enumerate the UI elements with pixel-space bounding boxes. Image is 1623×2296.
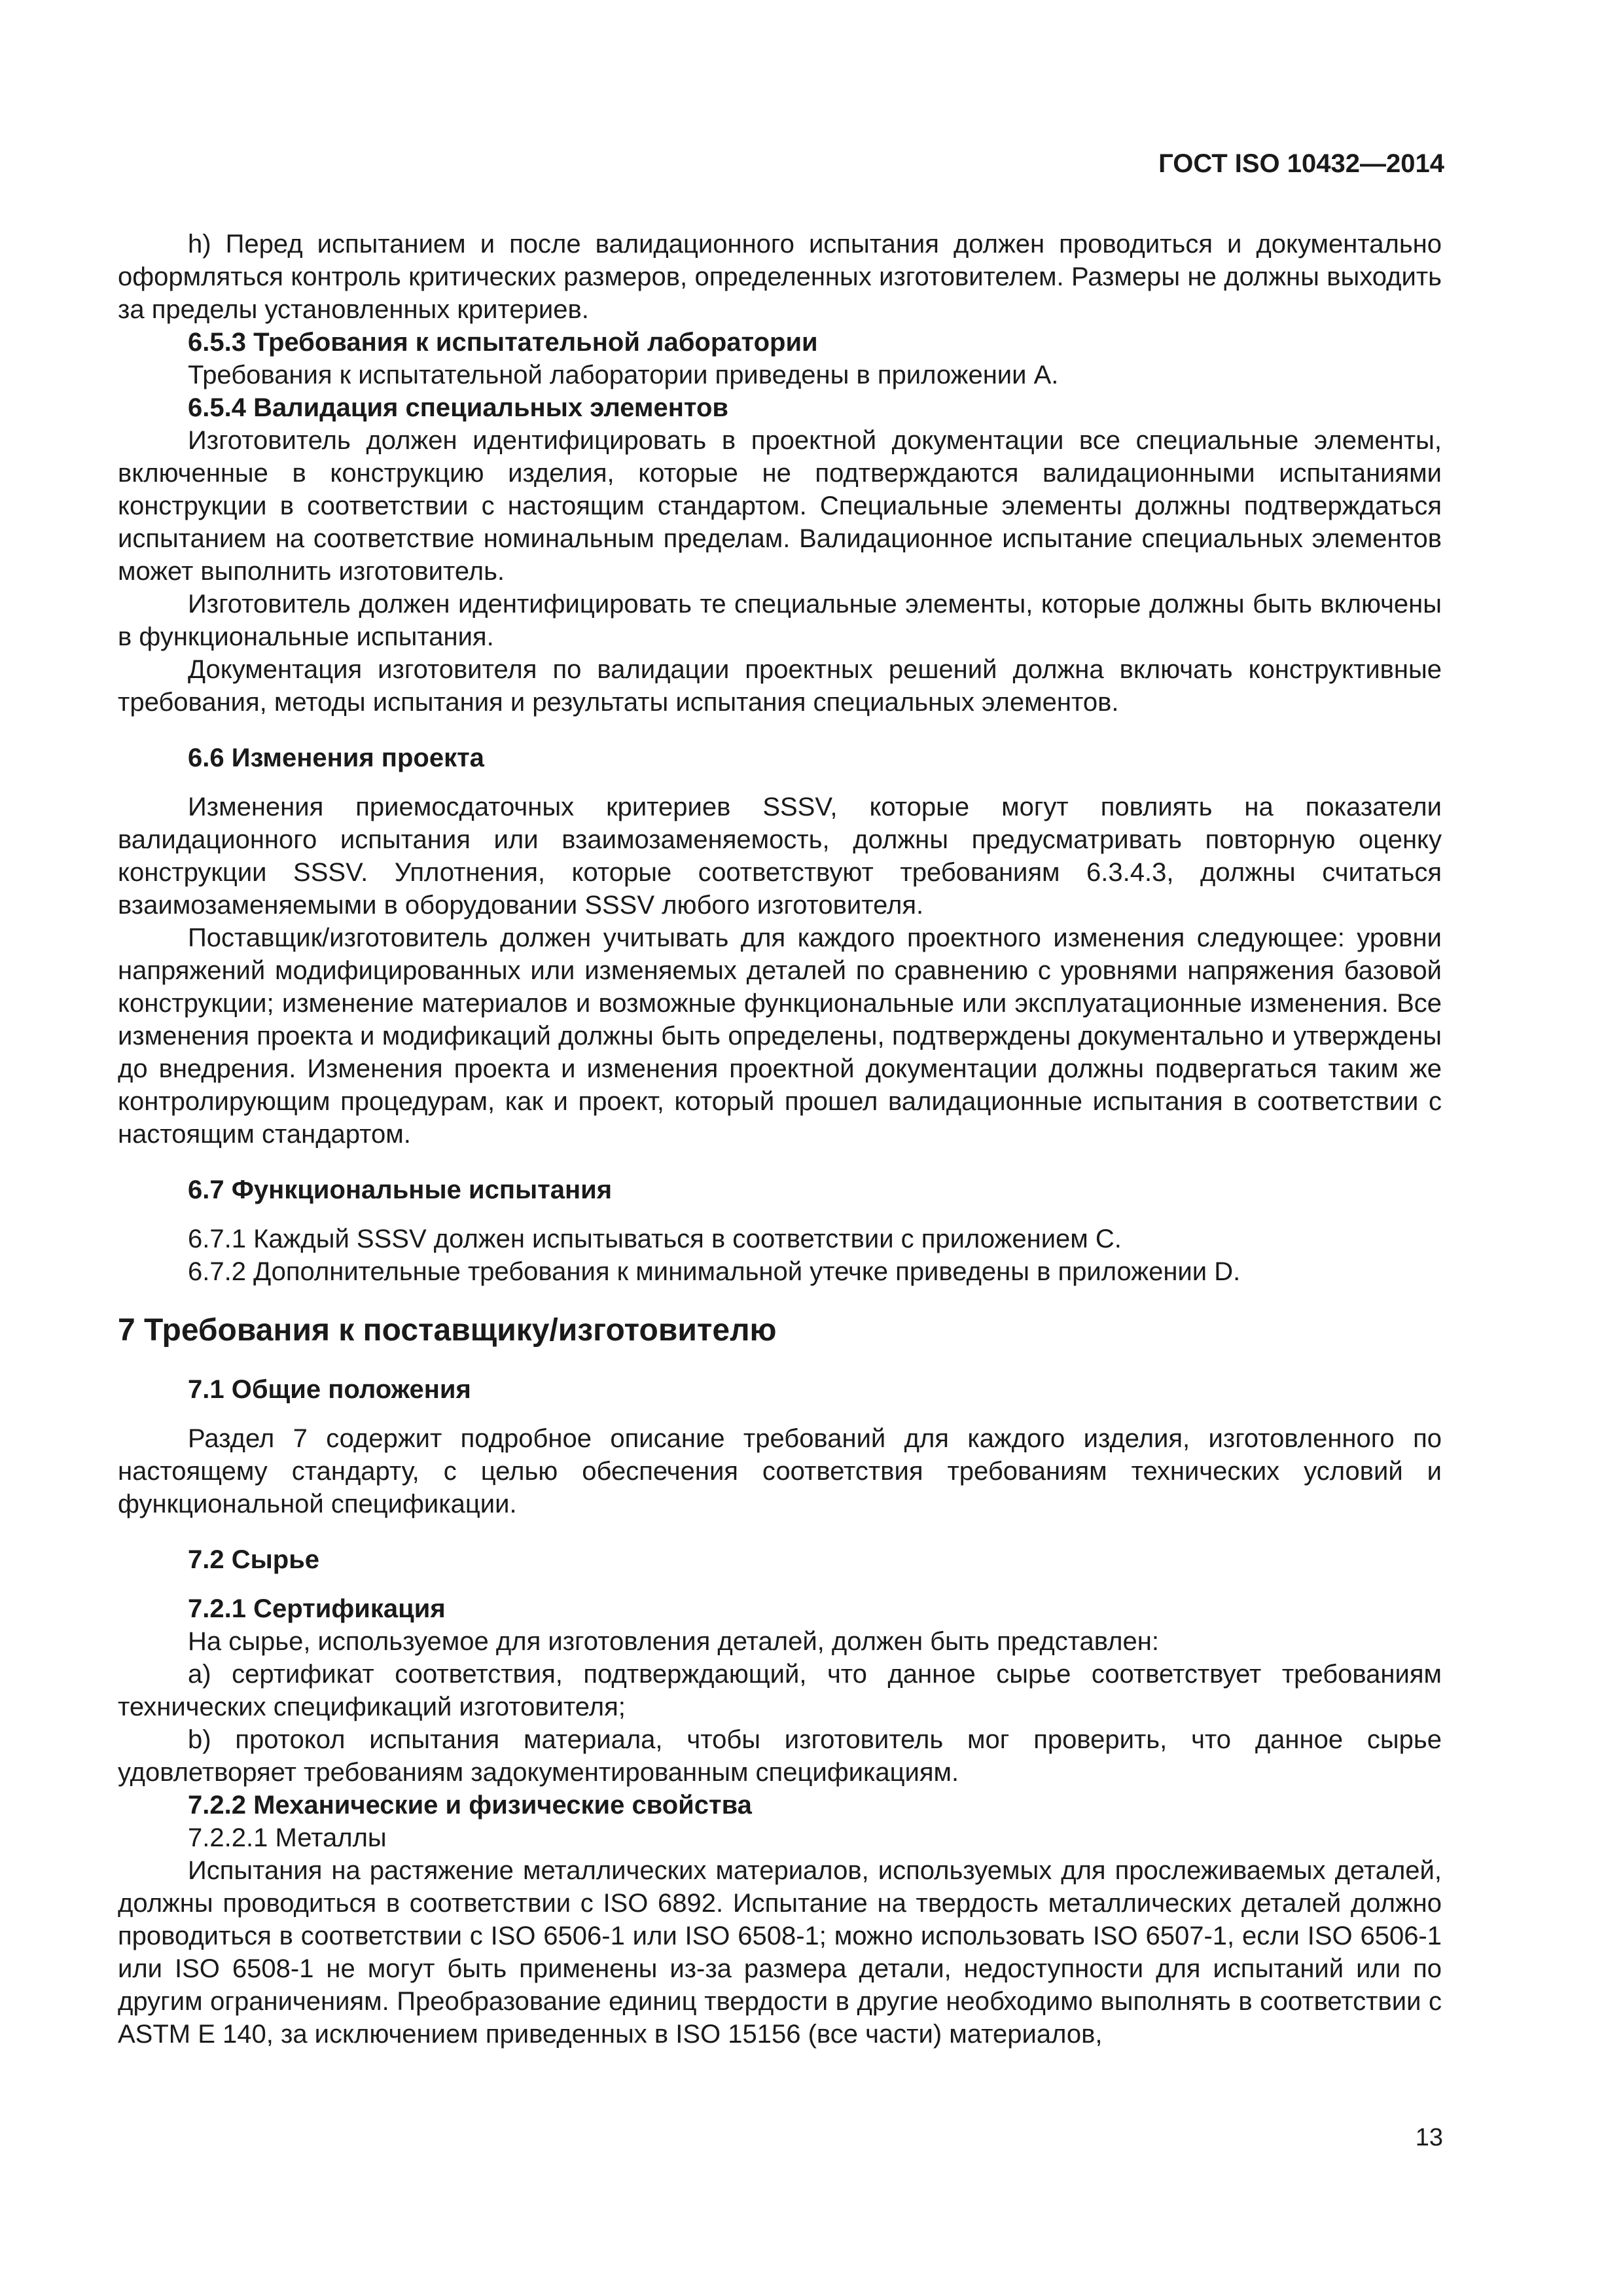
clause-heading: 7.2.2 Механические и физические свойства [188, 1791, 752, 1820]
paragraph: Документация изготовителя по валидации проектных решений должна включать конструктивные требования, методы испытания и результаты испытания специальных элементов. [118, 655, 1442, 717]
document-code: ГОСТ ISO 10432—2014 [1158, 149, 1444, 178]
paragraph: Раздел 7 содержит подробное описание требований для каждого изделия, изготовленного по настоящему стандарту, с целью обеспечения соответствия требованиям технических условий и функциональной спецификации. [118, 1424, 1442, 1518]
subsection-heading: 7.1 Общие положения [188, 1375, 471, 1404]
paragraph: h) Перед испытанием и после валидационного испытания должен проводиться и документально оформляться контроль критических размеров, определенных изготовителем. Размеры не должны выходить за пределы установленных критериев. [118, 230, 1442, 324]
paragraph: Изготовитель должен идентифицировать те специальные элементы, которые должны быть включены в функциональные испытания. [118, 590, 1442, 651]
clause-heading: 6.5.4 Валидация специальных элементов [188, 393, 729, 422]
paragraph: а) сертификат соответствия, подтверждающий, что данное сырье соответствует требованиям технических спецификаций изготовителя; [118, 1660, 1442, 1721]
paragraph: 7.2.2.1 Металлы [188, 1823, 387, 1852]
paragraph: b) протокол испытания материала, чтобы изготовитель мог проверить, что данное сырье удовлетворяет требованиям задокументированным спецификациям. [118, 1725, 1442, 1787]
paragraph: Изменения приемосдаточных критериев SSSV, которые могут повлиять на показатели валидационного испытания или взаимозаменяемость, должны предусматривать повторную оценку конструкции SSSV. Уплотнения, которые соответствуют требованиям 6.3.4.3, должны считаться взаимозаменяемыми в оборудовании SSSV любого изготовителя. [118, 793, 1442, 920]
section-heading: 7 Требования к поставщику/изготовителю [118, 1313, 777, 1348]
paragraph: Поставщик/изготовитель должен учитывать для каждого проектного изменения следующее: уровни напряжений модифицированных или изменяемых деталей по сравнению с уровнями напряжения базовой конструкции; изменение материалов и возможные функциональные или эксплуатационные изменения. Все изменения проекта и модификаций должны быть определены, подтверждены документально и утверждены до внедрения. Изменения проекта и изменения проектной документации должны подвергаться таким же контролирующим процедурам, как и проект, который прошел валидационные испытания в соответствии с настоящим стандартом. [118, 924, 1442, 1149]
subsection-heading: 6.7 Функциональные испытания [188, 1175, 613, 1204]
clause-heading: 7.2.1 Сертификация [188, 1594, 446, 1623]
paragraph: Требования к испытательной лаборатории приведены в приложении А. [188, 361, 1059, 389]
paragraph: 6.7.1 Каждый SSSV должен испытываться в соответствии с приложением С. [188, 1225, 1122, 1253]
subsection-heading: 6.6 Изменения проекта [188, 744, 484, 772]
subsection-heading: 7.2 Сырье [188, 1545, 320, 1574]
paragraph: Испытания на растяжение металлических материалов, используемых для прослеживаемых деталей, должны проводиться в соответствии с ISO 6892. Испытание на твердость металлических деталей должно проводиться в соответствии с ISO 6506-1 или ISO 6508-1; можно использовать ISO 6507-1, если ISO 6506-1 или ISO 6508-1 не могут быть применены из-за размера детали, недоступности для испытаний или по другим ограничениям. Преобразование единиц твердости в другие необходимо выполнять в соответствии с ASTM E 140, за исключением приведенных в ISO 15156 (все части) материалов, [118, 1856, 1442, 2049]
page-number: 13 [1415, 2124, 1443, 2151]
paragraph: Изготовитель должен идентифицировать в проектной документации все специальные элементы, включенные в конструкцию изделия, которые не подтверждаются валидационными испытаниями конструкции в соответствии с настоящим стандартом. Специальные элементы должны подтверждаться испытанием на соответствие номинальным пределам. Валидационное испытание специальных элементов может выполнить изготовитель. [118, 426, 1442, 586]
paragraph: На сырье, используемое для изготовления деталей, должен быть представлен: [188, 1627, 1159, 1656]
paragraph: 6.7.2 Дополнительные требования к минимальной утечке приведены в приложении D. [188, 1257, 1241, 1286]
document-body [118, 228, 1442, 2051]
clause-heading: 6.5.3 Требования к испытательной лаборатории [188, 328, 818, 357]
